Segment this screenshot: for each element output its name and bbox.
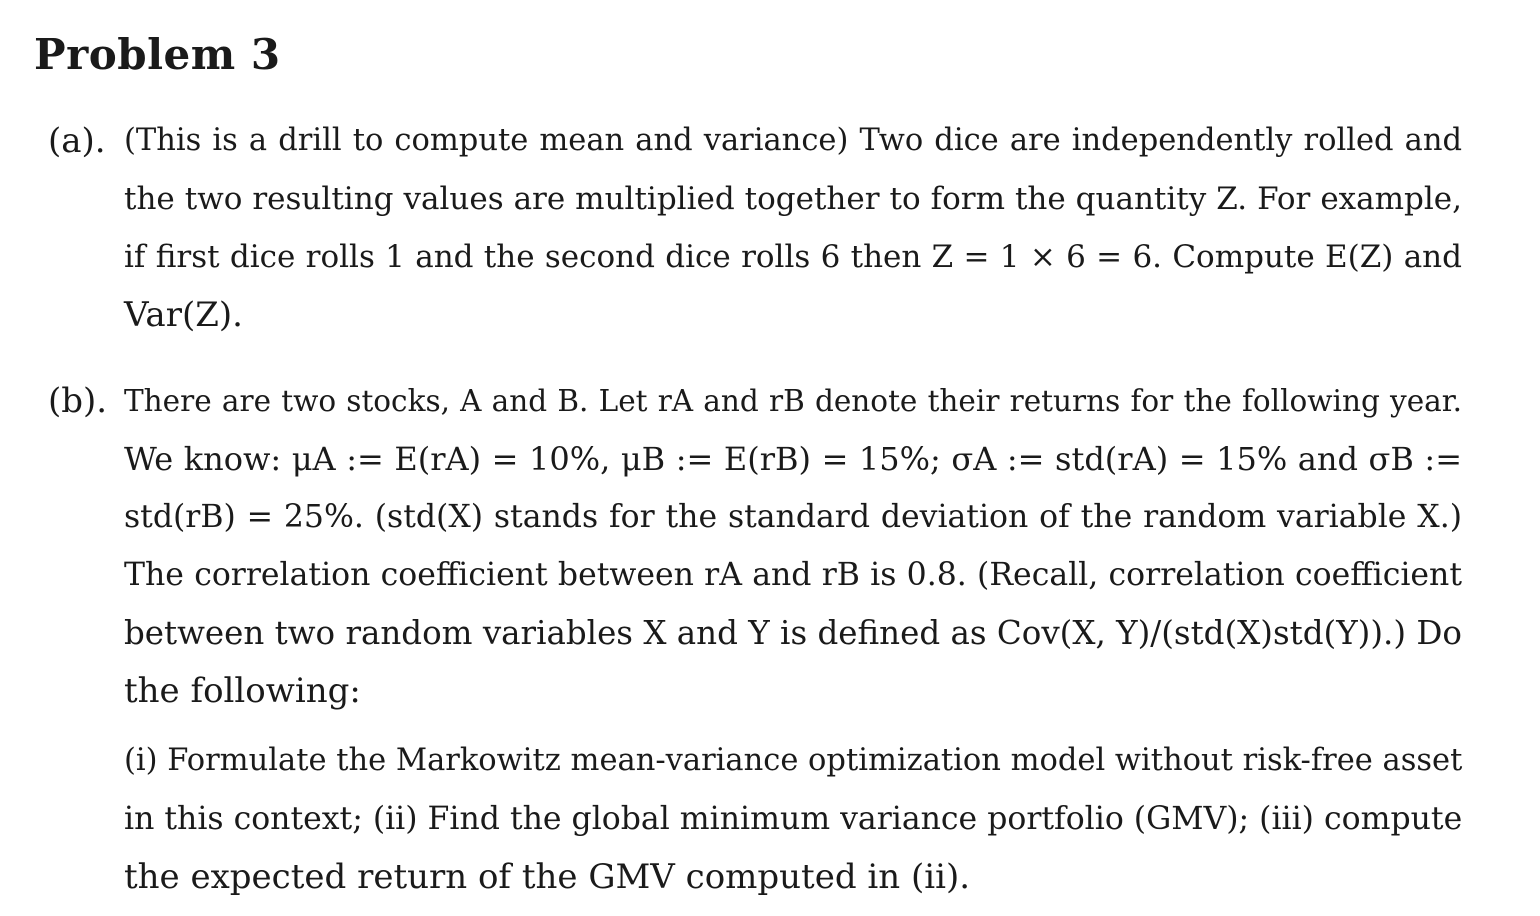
- subquestion-line: in this context; (ii) Find the global minimum variance portfolio (GMV); (iii) compute: [124, 801, 1463, 837]
- part-b-line: std(rB) = 25%. (std(X) stands for the standard deviation of the random variable X.): [124, 499, 1462, 535]
- part-b-line: the following:: [124, 671, 361, 711]
- problem-heading: Problem 3: [34, 30, 281, 79]
- part-b-line: between two random variables X and Y is defined as Cov(X, Y)/(std(X)std(Y)).) Do: [124, 614, 1462, 652]
- part-a-line: if first dice rolls 1 and the second dice rolls 6 then Z = 1 × 6 = 6. Compute E(Z) and: [124, 239, 1462, 275]
- part-a-text: [124, 112, 1462, 344]
- part-b-line: The correlation coefficient between rA and rB is 0.8. (Recall, correlation coefficient: [124, 557, 1462, 593]
- subquestion-line: (i) Formulate the Markowitz mean-variance optimization model without risk-free asset: [124, 743, 1463, 778]
- part-a-line: (This is a drill to compute mean and variance) Two dice are independently rolled and: [124, 123, 1462, 158]
- part-b-subquestions-text: [124, 732, 1462, 906]
- part-a-line: the two resulting values are multiplied together to form the quantity Z. For example,: [124, 181, 1462, 217]
- part-b-line: There are two stocks, A and B. Let rA and rB denote their returns for the following year.: [124, 384, 1462, 418]
- part-a-line: Var(Z).: [124, 295, 243, 335]
- part-b-line: We know: μA := E(rA) = 10%, μB := E(rB) = 15%; σA := std(rA) = 15% and σB :=: [124, 440, 1462, 478]
- subquestion-line: the expected return of the GMV computed in (ii).: [124, 857, 971, 897]
- part-b-label: (b).: [48, 381, 108, 421]
- part-a-label: (a).: [48, 121, 106, 161]
- part-b-text: [124, 372, 1462, 720]
